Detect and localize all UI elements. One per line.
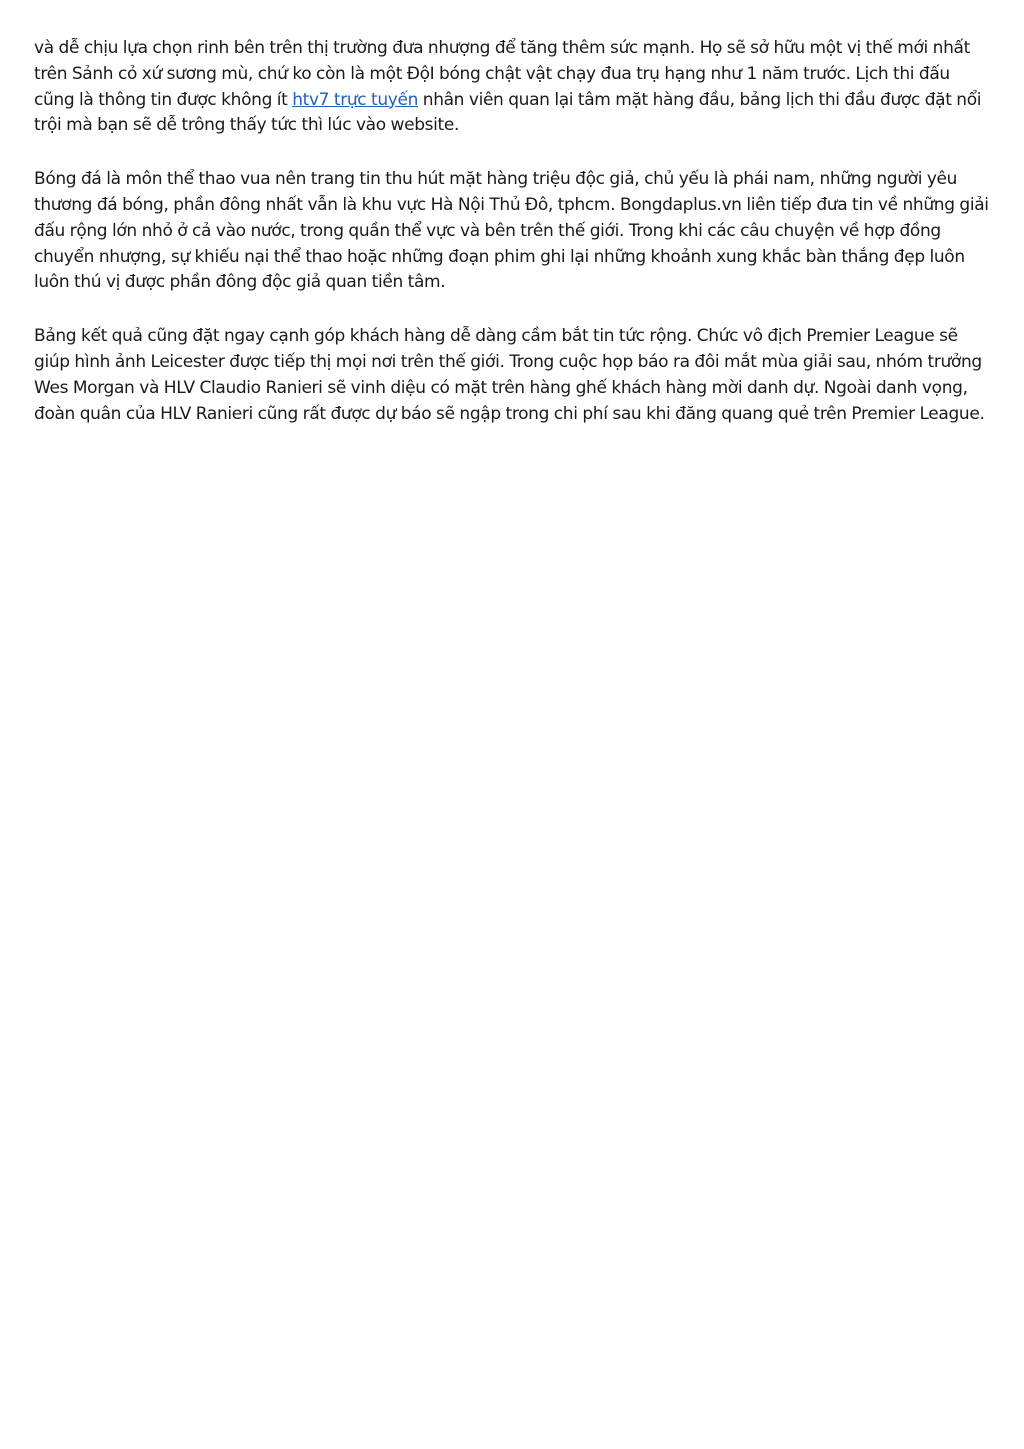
article-body	[34, 36, 990, 455]
paragraph-1-text-end: nhân viên quan lại tâm mặt hàng đầu, bảng lịch thi đầu được đặt nổi trội mà bạn sẽ dễ trông thấy tức thì lúc vào website.	[34, 89, 982, 136]
htv7-link[interactable]: htv7 trực tuyến	[292, 89, 419, 110]
paragraph-2: Bóng đá là môn thể thao vua nên trang tin thu hút mặt hàng triệu độc giả, chủ yếu là phái nam, những người yêu thương đá bóng, phần đông nhất vẫn là khu vực Hà Nội Thủ Đô, tphcm. Bongdaplus.vn liên tiếp đưa tin về những giải đấu rộng lớn nhỏ ở cả vào nước, trong quần thể vực và bên trên thế giới. Trong khi các câu chuyện về hợp đồng chuyển nhượng, sự khiếu nại thể thao hoặc những đoạn phim ghi lại những khoảnh xung khắc bàn thắng đẹp luôn luôn thú vị được phần đông độc giả quan tiền tâm.	[34, 169, 989, 293]
paragraph-3: Bảng kết quả cũng đặt ngay cạnh góp khách hàng dễ dàng cầm bắt tin tức rộng. Chức vô địch Premier League sẽ giúp hình ảnh Leicester được tiếp thị mọi nơi trên thế giới. Trong cuộc họp báo ra đôi mắt mùa giải sau, nhóm trưởng Wes Morgan và HLV Claudio Ranieri sẽ vinh diệu có mặt trên hàng ghế khách hàng mời danh dự. Ngoài danh vọng, đoàn quân của HLV Ranieri cũng rất được dự báo sẽ ngập trong chi phí sau khi đăng quang quẻ trên Premier League.	[34, 326, 985, 424]
paragraph-1-text-start: và dễ chịu lựa chọn rinh bên trên thị trường đưa nhượng để tăng thêm sức mạnh. Họ sẽ sở hữu một vị thế mới nhất trên Sảnh cỏ xứ sương mù, chứ ko còn là một ĐộI bóng chật vật chạy đua trụ hạng như 1 năm trước. Lịch thi đấu cũng là thông tin được không ít	[34, 38, 970, 110]
paragraph-1	[34, 36, 990, 139]
